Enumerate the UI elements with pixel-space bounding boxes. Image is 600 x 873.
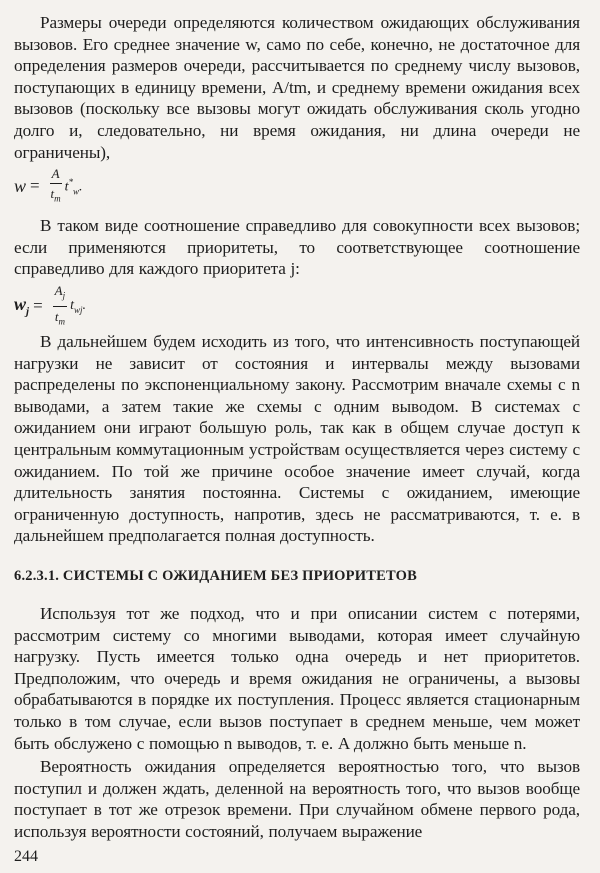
formula-lhs: $w_j$ [14,294,30,318]
formula-waiting-time: $t_{wj}$. [70,297,87,315]
formula-waiting-time: $t^*_w$. [64,176,83,197]
formula-equals: = [30,176,40,196]
fraction-denominator: $t_m$ [50,186,61,204]
formula-equals: = [33,296,43,316]
paragraph-assumptions: В дальнейшем будем исходить из того, что интенсивность поступающей нагрузки не зависит от состояния и интервалы между вызовами распределены по экспоненциальному закону. Рассмотрим вначале схемы с n выводами, а затем такие же схемы с одним выводом. В системах с ожиданием они играют большую роль, так как в общем случае доступ к центральным коммутационным устройствам осуществляется через систему с ожиданием. По той же причине особое значение имеет случай, когда длительность занятия постоянна. Системы с ожиданием, имеющие ограниченную доступность, напротив, здесь не рассматриваются, т. е. в дальнейшем предполагается полная доступность. [14,332,580,546]
paragraph-priorities: В таком виде соотношение справедливо для совокупности всех вызовов; если применяются приоритеты, то соответствующее соотношение справедливо для каждого приоритета j: [14,216,580,279]
fraction-numerator: A [50,166,62,184]
fraction [50,166,62,207]
paragraph-multi-output: Используя тот же подход, что и при описании систем с потерями, рассмотрим систему со многими выводами, которая имеет случайную нагрузку. Пусть имеется только одна очередь и нет приоритетов. Предположим, что очередь и время ожидания не ограничены, а вызовы обрабатываются в порядке их поступления. Процесс является стационарным только в том случае, если вызов поступает в среднем меньше, чем может быть обслужено с помощью n выводов, т. е. A должно быть меньше n. [14,604,580,753]
page-number: 244 [14,848,38,865]
section-heading: 6.2.3.1. СИСТЕМЫ С ОЖИДАНИЕМ БЕЗ ПРИОРИТЕТОВ [14,568,417,584]
formula-mean-queue [14,166,82,207]
formula-lhs: w [14,175,27,196]
fraction-numerator: $A_j$ [53,283,67,307]
paragraph-waiting-probability: Вероятность ожидания определяется вероятностью того, что вызов поступил и должен ждать, деленной на вероятность того, что вызов вообще поступает в тот же отрезок времени. При случайном обмене первого рода, используя вероятности состояний, получаем выражение [14,757,580,841]
fraction [53,283,67,329]
fraction-denominator: $t_m$ [54,308,65,327]
formula-priority-queue [14,283,86,329]
paragraph-queue-size: Размеры очереди определяются количеством ожидающих обслуживания вызовов. Его среднее значение w, само по себе, конечно, не достаточное для определения размеров очереди, рассчитывается по среднему числу вызовов, поступающих в единицу времени, A/tm, и среднему времени ожидания всех вызовов (поскольку все вызовы могут ожидать обслуживания сколь угодно долго и, следовательно, ни время ожидания, ни длина очереди не ограничены), [14,13,580,162]
